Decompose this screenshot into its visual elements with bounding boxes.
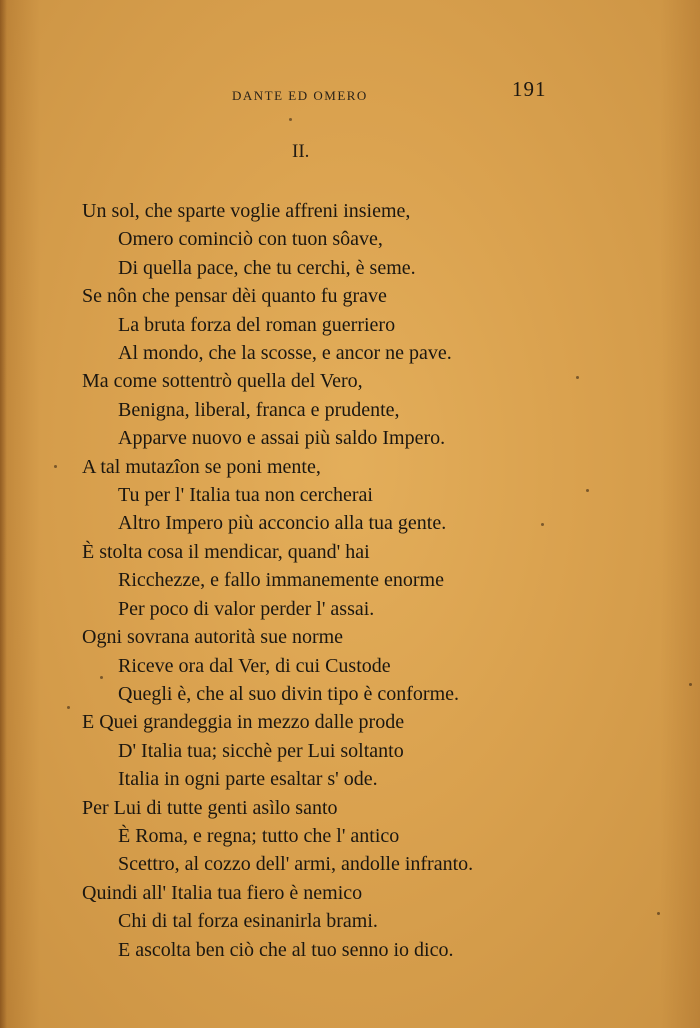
- paper-speck: [689, 683, 692, 686]
- tercet: [0, 708, 700, 793]
- verse-line: Tu per l' Italia tua non cercherai: [118, 484, 373, 507]
- verse-line: Un sol, che sparte voglie affreni insieme,: [82, 200, 411, 222]
- verse-line: È stolta cosa il mendicar, quand' hai: [82, 540, 370, 563]
- page-number: 191: [512, 77, 547, 101]
- verse-line: Italia in ogni parte esaltar s' ode.: [118, 768, 378, 791]
- verse-line: Ricchezze, e fallo immanemente enorme: [118, 569, 444, 592]
- tercet: [0, 197, 700, 282]
- verse-line: Se nôn che pensar dèi quanto fu grave: [82, 285, 387, 308]
- verse-line: Altro Impero più acconcio alla tua gente.: [118, 512, 447, 535]
- tercet: [0, 282, 700, 367]
- tercet: [0, 367, 700, 452]
- verse-line: Scettro, al cozzo dell' armi, andolle infranto.: [118, 853, 474, 876]
- tercet: [0, 538, 700, 623]
- verse-line: Omero cominciò con tuon sôave,: [118, 228, 383, 251]
- paper-speck: [586, 489, 589, 492]
- verse-line: E Quei grandeggia in mezzo dalle prode: [82, 711, 405, 734]
- verse-line: Per Lui di tutte genti asìlo santo: [82, 796, 338, 819]
- paper-speck: [289, 118, 292, 121]
- paper-speck: [100, 676, 103, 679]
- paper-speck: [657, 912, 660, 915]
- running-header: DANTE ED OMERO: [232, 88, 368, 103]
- verse-line: Al mondo, che la scosse, e ancor ne pave.: [118, 342, 452, 365]
- verse-line: Benigna, liberal, franca e prudente,: [118, 398, 400, 421]
- verse-line: E ascolta ben ciò che al tuo senno io dico.: [118, 938, 454, 961]
- verse-line: Quegli è, che al suo divin tipo è conforme.: [118, 682, 460, 705]
- tercet: [0, 794, 700, 879]
- verse-line: La bruta forza del roman guerriero: [118, 313, 396, 336]
- paper-speck: [541, 523, 544, 526]
- paper-speck: [576, 376, 579, 379]
- verse-line: Riceve ora dal Ver, di cui Custode: [118, 654, 391, 677]
- verse-line: Quindi all' Italia tua fiero è nemico: [82, 881, 363, 904]
- section-heading: II.: [292, 141, 310, 162]
- verse-line: Chi di tal forza esinanirla brami.: [118, 910, 378, 933]
- verse-line: Ma come sottentrò quella del Vero,: [82, 370, 363, 393]
- tercet: [0, 453, 700, 538]
- verse-line: A tal mutazîon se poni mente,: [82, 455, 321, 478]
- paper-speck: [67, 706, 70, 709]
- tercet: [0, 623, 700, 708]
- paper-speck: [54, 465, 57, 468]
- verse-line: Apparve nuovo e assai più saldo Impero.: [118, 427, 446, 450]
- verse-line: Di quella pace, che tu cerchi, è seme.: [118, 256, 416, 279]
- tercet: [0, 879, 700, 964]
- verse-line: D' Italia tua; sicchè per Lui soltanto: [118, 739, 404, 762]
- verse-line: Ogni sovrana autorità sue norme: [82, 626, 344, 649]
- verse-line: Per poco di valor perder l' assai.: [118, 597, 375, 620]
- poem-text: [0, 197, 700, 964]
- verse-line: È Roma, e regna; tutto che l' antico: [118, 824, 400, 847]
